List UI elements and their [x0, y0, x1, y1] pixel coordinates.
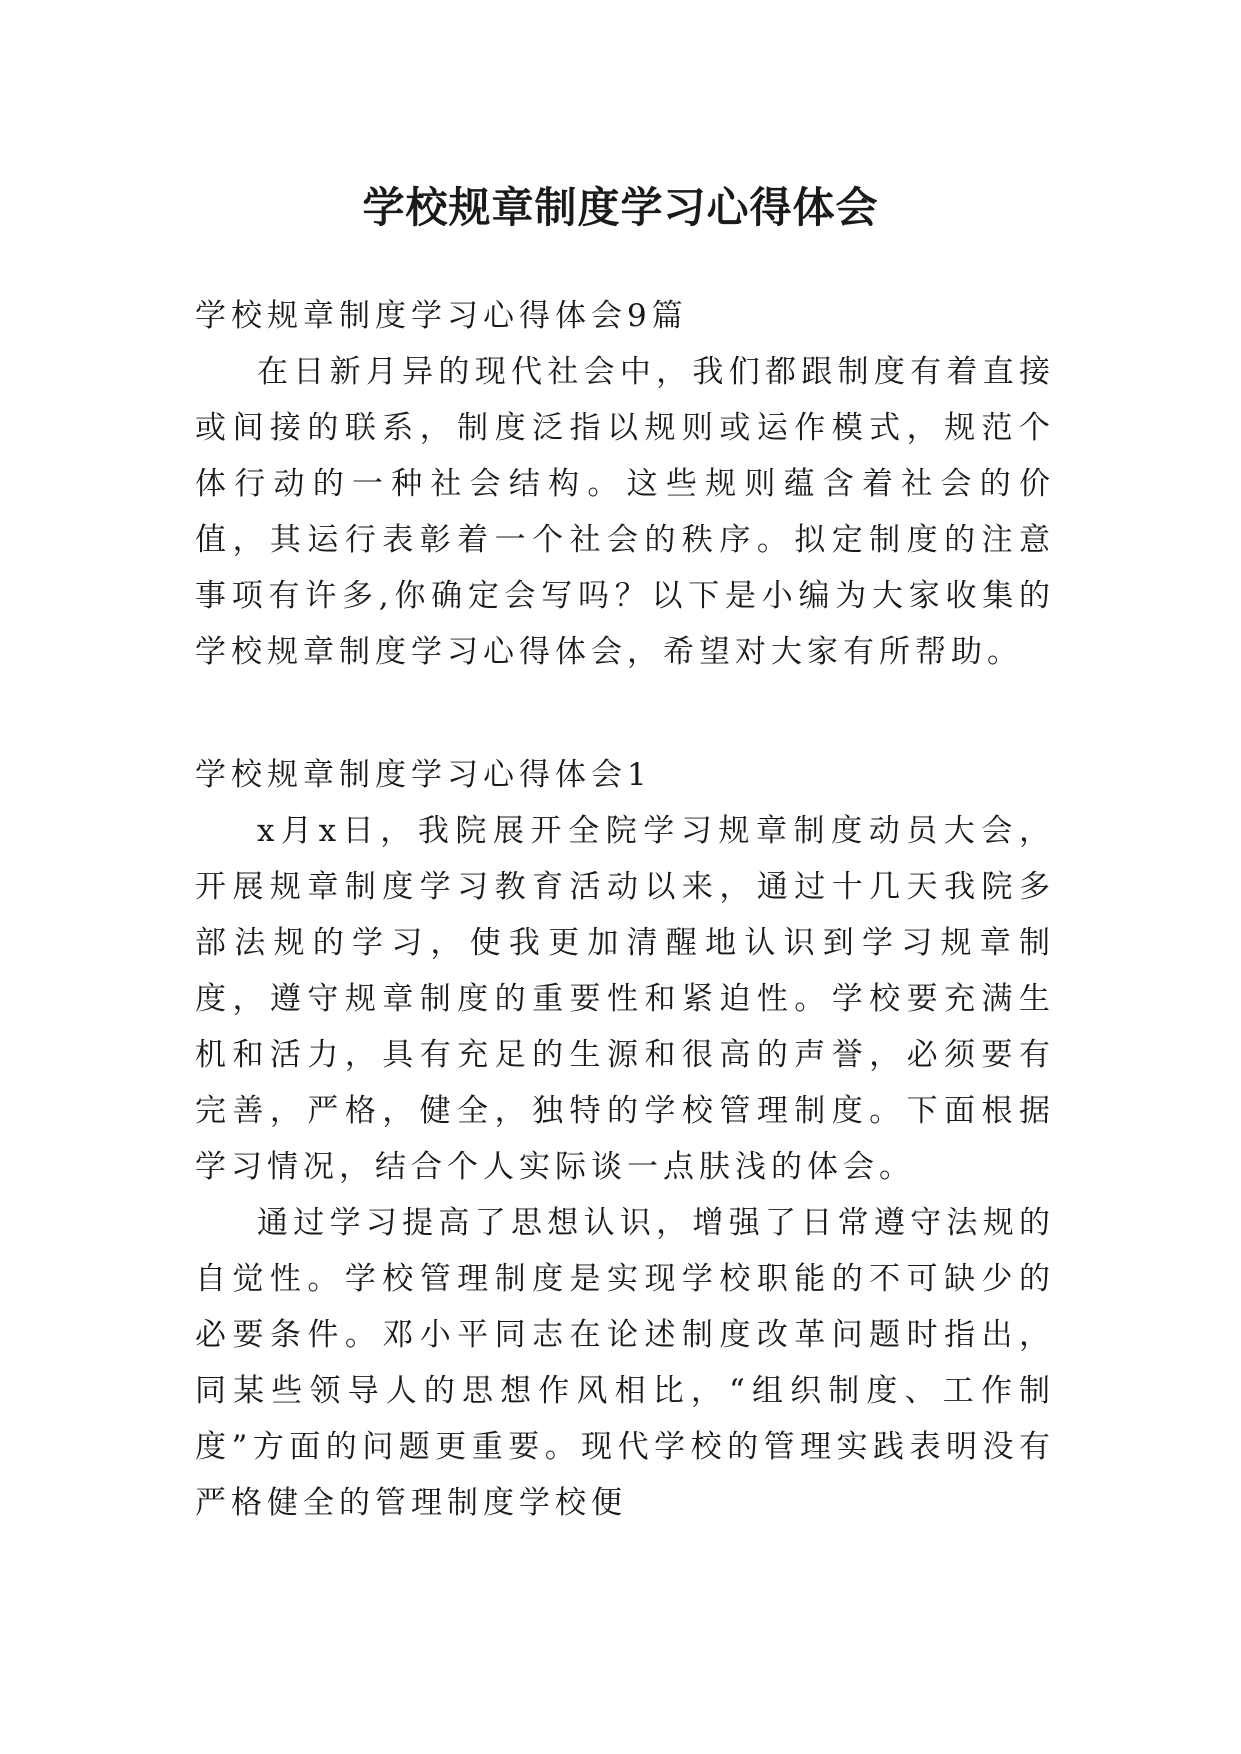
intro-heading: 学校规章制度学习心得体会9篇: [195, 298, 688, 334]
section-1-paragraph-1: x月x日，我院展开全院学习规章制度动员大会，开展规章制度学习教育活动以来，通过十几天我院多部法规的学习，使我更加清醒地认识到学习规章制度，遵守规章制度的重要性和紧迫性。学校要充满生机和活力，具有充足的生源和很高的声誉，必须要有完善，严格，健全，独特的学校管理制度。下面根据学习情况，结合个人实际谈一点肤浅的体会。: [195, 813, 1055, 1185]
section-1: [195, 747, 1055, 1531]
section-1-heading: 学校规章制度学习心得体会1: [195, 757, 652, 793]
document-title: 学校规章制度学习心得体会: [362, 183, 879, 233]
section-1-paragraph-2: 通过学习提高了思想认识，增强了日常遵守法规的自觉性。学校管理制度是实现学校职能的不可缺少的必要条件。邓小平同志在论述制度改革问题时指出，同某些领导人的思想作风相比，“组织制度、工作制度”方面的问题更重要。现代学校的管理实践表明没有严格健全的管理制度学校便: [195, 1205, 1055, 1521]
intro-paragraph: 在日新月异的现代社会中，我们都跟制度有着直接或间接的联系，制度泛指以规则或运作模式，规范个体行动的一种社会结构。这些规则蕴含着社会的价值，其运行表彰着一个社会的秩序。拟定制度的注意事项有许多,你确定会写吗？以下是小编为大家收集的学校规章制度学习心得体会，希望对大家有所帮助。: [195, 354, 1055, 670]
intro-section: [195, 288, 1055, 680]
